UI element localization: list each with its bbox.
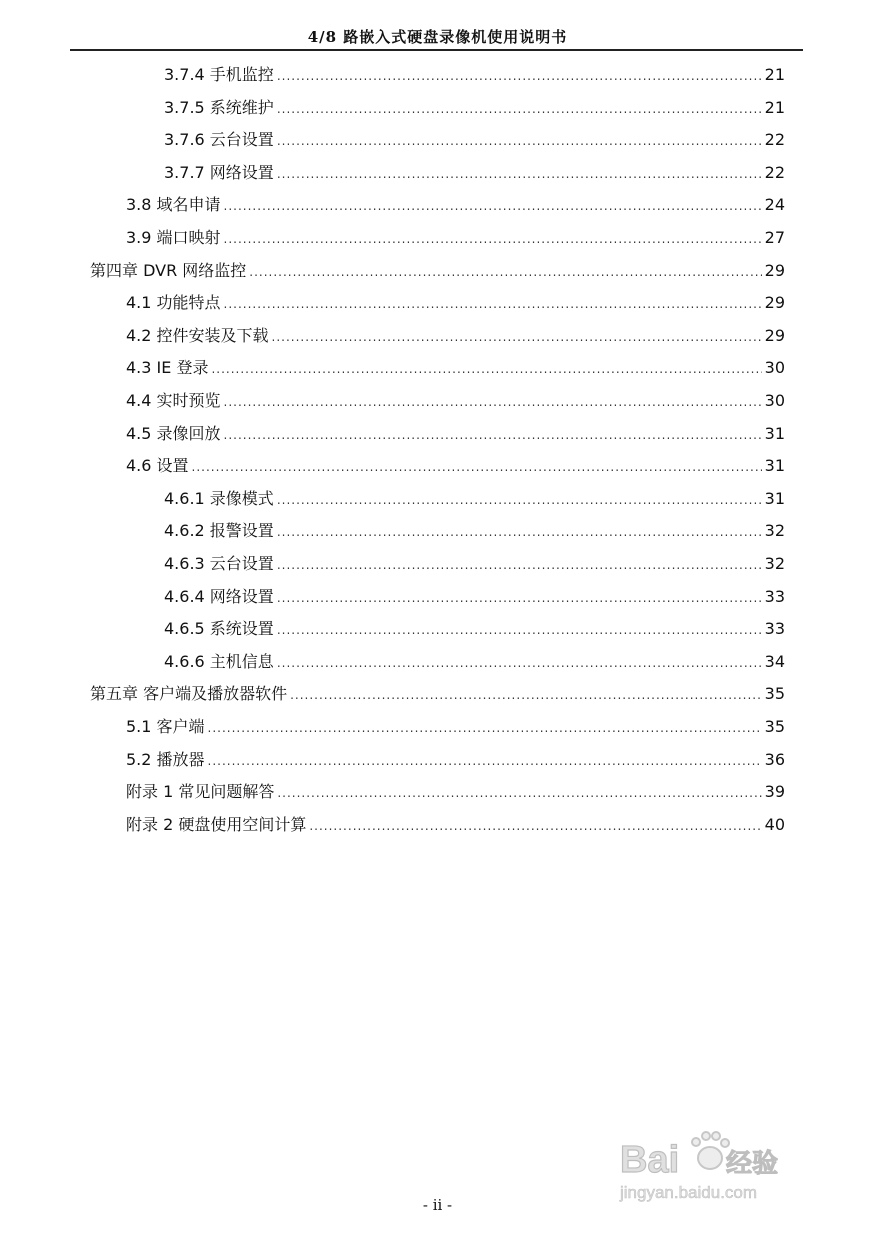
toc-entry-label: 4.6.4 网络设置 bbox=[164, 586, 274, 606]
toc-entry-label: 4.3 IE 登录 bbox=[126, 358, 209, 378]
toc-dot-leader bbox=[211, 359, 761, 379]
toc-entry[interactable] bbox=[164, 163, 785, 185]
toc-dot-leader bbox=[277, 66, 762, 86]
page-number: - ii - bbox=[422, 1196, 453, 1214]
toc-entry-page: 39 bbox=[764, 782, 785, 802]
toc-entry-page: 27 bbox=[764, 228, 785, 247]
toc-entry[interactable] bbox=[90, 261, 785, 283]
toc-entry[interactable] bbox=[164, 489, 785, 511]
toc-entry-label: 4.4 实时预览 bbox=[126, 391, 221, 410]
toc-entry-label: 3.7.5 系统维护 bbox=[164, 97, 274, 117]
toc-dot-leader bbox=[224, 294, 762, 314]
toc-entry-page: 33 bbox=[764, 586, 785, 606]
paw-icon bbox=[692, 1132, 729, 1169]
toc-dot-leader bbox=[277, 783, 761, 803]
toc-entry-label: 3.9 端口映射 bbox=[126, 228, 221, 247]
toc-entry-page: 36 bbox=[764, 749, 785, 769]
toc-entry-page: 29 bbox=[764, 293, 785, 313]
toc-dot-leader bbox=[224, 392, 762, 412]
baidu-jingyan-watermark bbox=[618, 1130, 828, 1210]
toc-entry[interactable] bbox=[126, 782, 785, 804]
toc-entry-page: 31 bbox=[764, 456, 785, 476]
toc-entry-label: 第五章 客户端及播放器软件 bbox=[90, 684, 288, 704]
toc-dot-leader bbox=[277, 653, 762, 673]
toc-entry-label: 3.8 域名申请 bbox=[126, 195, 221, 215]
toc-entry-label: 4.5 录像回放 bbox=[126, 423, 221, 443]
toc-entry[interactable] bbox=[126, 456, 785, 478]
toc-entry-label: 4.6.2 报警设置 bbox=[164, 521, 274, 541]
toc-entry[interactable] bbox=[164, 521, 785, 543]
toc-entry-page: 21 bbox=[764, 97, 785, 117]
toc-entry-page: 31 bbox=[764, 423, 785, 443]
toc-entry[interactable] bbox=[126, 228, 785, 250]
toc-entry[interactable] bbox=[90, 684, 785, 706]
toc-entry-label: 附录 1 常见问题解答 bbox=[126, 782, 275, 802]
toc-dot-leader bbox=[277, 522, 762, 542]
toc-entry-label: 4.1 功能特点 bbox=[126, 293, 221, 313]
toc-entry-page: 22 bbox=[764, 162, 785, 182]
svg-text:经验: 经验 bbox=[726, 1149, 779, 1179]
toc-dot-leader bbox=[208, 718, 762, 738]
toc-entry-page: 35 bbox=[764, 717, 785, 736]
toc-entry[interactable] bbox=[164, 130, 785, 152]
toc-entry[interactable] bbox=[164, 65, 785, 87]
toc-entry-page: 24 bbox=[764, 195, 785, 215]
toc-entry-page: 32 bbox=[764, 521, 785, 541]
toc-entry-page: 21 bbox=[764, 65, 785, 84]
toc-dot-leader bbox=[224, 425, 762, 445]
toc-entry-label: 4.6 设置 bbox=[126, 456, 189, 476]
toc-entry[interactable] bbox=[164, 98, 785, 120]
toc-entry-page: 35 bbox=[764, 684, 785, 704]
toc-entry[interactable] bbox=[126, 358, 785, 380]
toc-entry[interactable] bbox=[126, 195, 785, 217]
toc-dot-leader bbox=[192, 457, 762, 477]
toc-entry[interactable] bbox=[164, 587, 785, 609]
toc-entry-label: 4.6.6 主机信息 bbox=[164, 651, 274, 671]
toc-entry-label: 3.7.6 云台设置 bbox=[164, 130, 274, 150]
toc-entry-label: 4.6.3 云台设置 bbox=[164, 554, 274, 573]
toc-entry-page: 30 bbox=[764, 358, 785, 378]
toc-entry[interactable] bbox=[164, 652, 785, 674]
toc-entry-page: 29 bbox=[764, 325, 785, 345]
svg-text:Bai: Bai bbox=[620, 1139, 680, 1181]
toc-entry[interactable] bbox=[126, 717, 785, 739]
toc-entry-label: 附录 2 硬盘使用空间计算 bbox=[126, 814, 307, 834]
toc-entry[interactable] bbox=[164, 619, 785, 641]
toc-entry-page: 31 bbox=[764, 488, 785, 508]
toc-entry-page: 33 bbox=[764, 619, 785, 639]
toc-entry[interactable] bbox=[164, 554, 785, 576]
toc-entry-page: 40 bbox=[764, 814, 785, 834]
toc-dot-leader bbox=[277, 131, 762, 151]
toc-dot-leader bbox=[309, 816, 761, 836]
toc-dot-leader bbox=[290, 685, 762, 705]
toc-dot-leader bbox=[277, 555, 762, 575]
toc-entry[interactable] bbox=[126, 391, 785, 413]
toc-entry-label: 3.7.7 网络设置 bbox=[164, 162, 274, 182]
toc-entry-page: 32 bbox=[764, 554, 785, 573]
toc-entry-label: 5.2 播放器 bbox=[126, 749, 205, 769]
toc-entry[interactable] bbox=[126, 815, 785, 837]
header-divider bbox=[70, 49, 803, 51]
toc-entry-label: 4.6.5 系统设置 bbox=[164, 619, 274, 639]
toc-entry-page: 29 bbox=[764, 260, 785, 280]
toc-dot-leader bbox=[277, 164, 762, 184]
toc-entry[interactable] bbox=[126, 424, 785, 446]
toc-entry-label: 3.7.4 手机监控 bbox=[164, 65, 274, 84]
toc-dot-leader bbox=[208, 751, 762, 771]
toc-entry-label: 第四章 DVR 网络监控 bbox=[90, 260, 247, 280]
toc-dot-leader bbox=[277, 620, 762, 640]
toc-entry-page: 30 bbox=[764, 391, 785, 410]
toc-entry-label: 5.1 客户端 bbox=[126, 717, 205, 736]
toc-entry[interactable] bbox=[126, 750, 785, 772]
toc-dot-leader bbox=[277, 99, 762, 119]
toc-dot-leader bbox=[249, 262, 761, 282]
toc-entry-page: 34 bbox=[764, 651, 785, 671]
toc-entry-label: 4.6.1 录像模式 bbox=[164, 488, 274, 508]
toc-dot-leader bbox=[224, 229, 762, 249]
toc-dot-leader bbox=[224, 196, 762, 216]
toc-dot-leader bbox=[277, 588, 762, 608]
toc-dot-leader bbox=[277, 490, 762, 510]
watermark-url: jingyan.baidu.com bbox=[620, 1183, 758, 1202]
document-title: 4/8 路嵌入式硬盘录像机使用说明书 bbox=[307, 28, 568, 46]
toc-dot-leader bbox=[272, 327, 762, 347]
toc-entry[interactable] bbox=[126, 293, 785, 315]
toc-entry-page: 22 bbox=[764, 130, 785, 150]
toc-entry-label: 4.2 控件安装及下载 bbox=[126, 325, 269, 345]
toc-entry[interactable] bbox=[126, 326, 785, 348]
